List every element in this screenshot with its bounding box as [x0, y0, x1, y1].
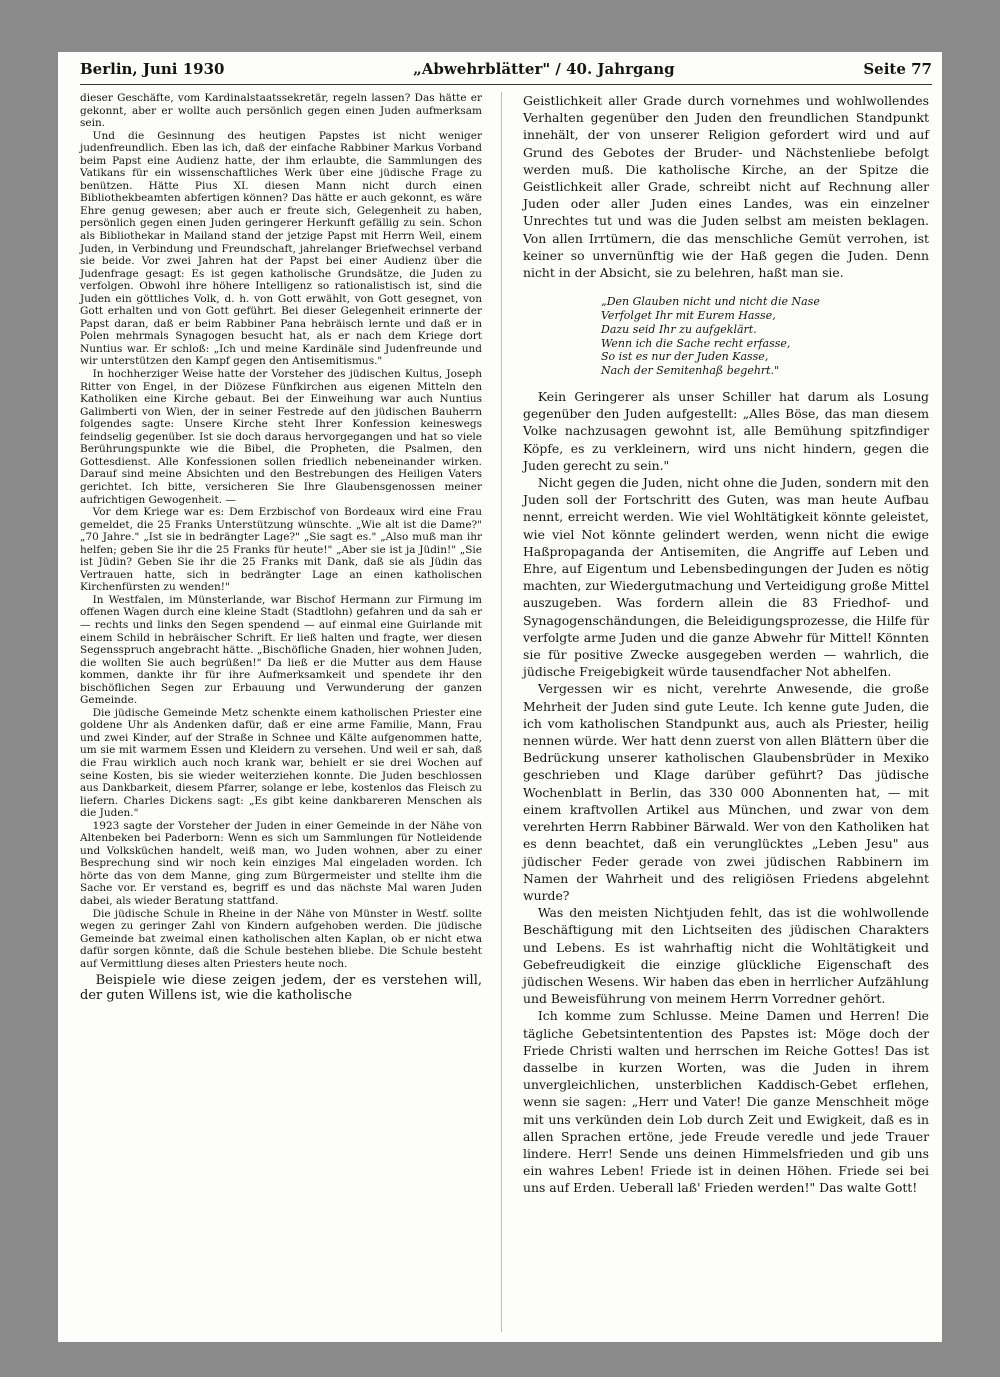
paragraph: Die jüdische Gemeinde Metz schenkte einem katholischen Priester eine goldene Uhr als Andenken dafür, daß er eine arme Familie, Mann, Frau und zwei Kinder, auf der Straße in Schnee und Kälte aufgenommen hatte, um sie mit warmem Essen und Kleidern zu versehen. Und weil er sah, daß die Frau wirklich auch noch krank war, behielt er sie drei Wochen auf seine Kosten, bis sie wieder weiterziehen konnte. Die Juden beschlossen aus Dankbarkeit, diesem Pfarrer, solange er lebe, kostenlos das Fleisch zu liefern. Charles Dickens sagt: „Es gibt keine dankbareren Menschen als die Juden." — [80, 706, 482, 820]
paragraph: 1923 sagte der Vorsteher der Juden in einer Gemeinde in der Nähe von Altenbeken bei Paderborn: Wenn es sich um Sammlungen für Notleidende und Volksküchen handelt, weiß man, wo Juden wohnen, aber zu einer Besprechung sind wir noch kein einziges Mal eingeladen worden. Ich hörte das von dem Manne, ging zum Bürgermeister und stellte ihm die Sache vor. Er verstand es, begriff es und das nächste Mal waren Juden dabei, als wieder Beratung stattfand. — [80, 819, 482, 907]
paragraph: Vor dem Kriege war es: Dem Erzbischof von Bordeaux wird eine Frau gemeldet, die 25 Franks Unterstützung wünschte. „Wie alt ist die Dame?" „70 Jahre." „Ist sie in bedrängter Lage?" „Sie sagt es." „Also muß man ihr helfen; geben Sie ihr die 25 Franks für heute!" „Aber sie ist ja Jüdin!" „Sie ist Jüdin? Geben Sie ihr die 25 Franks mit Dank, daß sie als Jüdin das Vertrauen hatte, sich in bedrängter Lage an einen katholischen Kirchenfürsten zu wenden!" — [80, 506, 482, 594]
paragraph: Beispiele wie diese zeigen jedem, der es verstehen will, der guten Willens ist, wie die katholische — [80, 973, 482, 1004]
right-column — [523, 92, 929, 1196]
paragraph: In Westfalen, im Münsterlande, war Bischof Hermann zur Firmung im offenen Wagen durch eine kleine Stadt (Stadtlohn) gefahren und da sah er — rechts und links den Segen spendend — auf einmal eine Guirlande mit einem Schild in hebräischer Schrift. Er ließ halten und fragte, wer diesen Segensspruch angebracht hätte. „Bischöfliche Gnaden, hier wohnen Juden, die wollten Sie auch begrüßen!" Da ließ er die Mutter aus dem Hause kommen, dankte ihr für ihre Aufmerksamkeit und spendete ihr den bischöflichen Segen zur Erbauung und Verwunderung der ganzen Gemeinde. — [80, 593, 482, 707]
poem-line: Wenn ich die Sache recht erfasse, — [601, 336, 791, 350]
poem-quote — [601, 295, 929, 378]
poem-line: Verfolget Ihr mit Eurem Hasse, — [601, 309, 776, 323]
header-page-number: Seite 77 — [863, 60, 932, 78]
header-publication: „Abwehrblätter" / 40. Jahrgang — [413, 60, 675, 78]
paragraph: Ich komme zum Schlusse. Meine Damen und Herren! Die tägliche Gebetsintentention des Papstes ist: Möge doch der Friede Christi walten und herrschen im Reiche Gottes! Das ist dasselbe in kurzen Worten, was die Juden in ihrem unvergleichlichen, unsterblichen Kaddisch-Gebet erflehen, wenn sie sagen: „Herr und Vater! Die ganze Menschheit möge mit uns verkünden dein Lob durch Zeit und Ewigkeit, daß es in allen Sprachen ertöne, jede Freude veredle und jede Trauer lindere. Herr! Sende uns deinen Himmelsfrieden und gib uns ein wahres Leben! Friede ist in deinen Höhen. Friede sei bei uns auf Erden. Ueberall laß' Frieden werden!" Das walte Gott! — [523, 1008, 929, 1196]
left-column — [80, 92, 482, 1337]
paragraph: Und die Gesinnung des heutigen Papstes ist nicht weniger judenfreundlich. Eben las ich, daß der einfache Rabbiner Markus Vorband beim Papst eine Audienz hatte, der ihm erlaubte, die Sammlungen des Vatikans für ein wissenschaftliches Werk über eine jüdische Frage zu benützen. Hätte Pius XI. diesen Mann nicht durch einen Bibliothekbeamten abfertigen können? Das hätte er auch gekonnt, es wäre Ehre genug gewesen; aber auch er freute sich, Gelegenheit zu haben, persönlich gegen einen Juden geringerer Herkunft gefällig zu sein. Schon als Bibliothekar in Mailand stand der jetzige Papst mit Herrn Weil, einem Juden, in Verbindung und Freundschaft, jahrelanger Briefwechsel verband sie beide. Vor zwei Jahren hat der Papst bei einer Audienz über die Judenfrage gesagt: Es ist gegen katholische Grundsätze, die Juden zu verfolgen. Obwohl ihre höhere Intelligenz so rationalistisch ist, sind die Juden ein göttliches Volk, d. h. von Gott erwählt, von Gott gesegnet, von Gott erhalten und von Gott geführt. Bei dieser Gelegenheit erinnerte der Papst daran, daß er beim Rabbiner Pana hebräisch lernte und daß er in Polen mehrmals Synagogen besucht hat, als er nach dem Kriege dort Nuntius war. Er schloß: „Ich und meine Kardinäle sind Judenfreunde und wir unterstützen den Kampf gegen den Antisemitismus." — [80, 129, 482, 368]
newspaper-page — [58, 52, 942, 1342]
paragraph: Die jüdische Schule in Rheine in der Nähe von Münster in Westf. sollte wegen zu geringer Zahl von Kindern aufgehoben werden. Die jüdische Gemeinde bat zweimal einen katholischen alten Kaplan, ob er nicht etwa dafür sorgen könnte, daß die Schule bestehen bliebe. Die Schule besteht auf Vermittlung dieses alten Priesters heute noch. — [80, 907, 482, 970]
paragraph: dieser Geschäfte, vom Kardinalstaatssekretär, regeln lassen? Das hätte er gekonnt, aber er wollte auch persönlich gegen einen Juden aufmerksam sein. — [80, 92, 482, 130]
paragraph: Vergessen wir es nicht, verehrte Anwesende, die große Mehrheit der Juden sind gute Leute. Ich kenne gute Juden, die ich vom katholischen Standpunkt aus, auch als Priester, heilig nennen würde. Wer hatt denn zuerst von allen Blättern über die Bedrückung unserer katholischen Glaubensbrüder in Mexiko geschrieben und Klage darüber geführt? Das jüdische Wochenblatt in Berlin, das 330 000 Abonnenten hat, — mit einem kraftvollen Artikel aus München, und zwar von dem verehrten Herrn Rabbiner Bärwald. Wer von den Katholiken hat es denn beachtet, daß ein verunglücktes „Leben Jesu" aus jüdischer Feder gerade von zwei jüdischen Rabbinern im Namen der Wahrheit und des religiösen Friedens abgelehnt wurde? — [523, 681, 929, 903]
poem-line: So ist es nur der Juden Kasse, — [601, 350, 769, 364]
column-divider — [501, 92, 502, 1332]
poem-line: Dazu seid Ihr zu aufgeklärt. — [601, 322, 757, 336]
paragraph: In hochherziger Weise hatte der Vorsteher des jüdischen Kultus, Joseph Ritter von Engel, in der Diözese Fünfkirchen aus eigenen Mitteln den Katholiken eine Kirche gebaut. Bei der Einweihung war auch Nuntius Galimberti von Wien, der in seiner Festrede auf den jüdischen Bauherrn folgendes sagte: Unsere Kirche steht Ihrer Konfession keineswegs feindselig gegenüber. Ist sie doch daraus hervorgegangen und hat so viele Berührungspunkte wie die Bibel, die Propheten, die Psalmen, den Gottesdienst. Alle Konfessionen sollen friedlich nebeneinander wirken. Darauf sind meine Absichten und den Bestrebungen des Heiligen Vaters gerichtet. Ich bitte, versicheren Sie Ihre Glaubensgenossen meiner aufrichtigen Gewogenheit. — — [80, 368, 482, 506]
paragraph: Kein Geringerer als unser Schiller hat darum als Losung gegenüber den Juden aufgestellt: „Alles Böse, das man diesem Volke nachzusagen gewohnt ist, alle Bemühung spitzfindiger Köpfe, es zu verkleinern, wird uns nicht hindern, gegen die Juden gerecht zu sein." — [523, 389, 929, 473]
page-header — [80, 60, 932, 85]
paragraph: Was den meisten Nichtjuden fehlt, das ist die wohlwollende Beschäftigung mit den Lichtseiten des jüdischen Charakters und Lebens. Es ist wahrhaftig nicht die Wohltätigkeit und Gebefreudigkeit die einzige glückliche Eigenschaft des jüdischen Wesens. Wir haben das eben in herrlicher Aufzählung und Beweisführung von meinem Herrn Vorredner gehört. — [523, 905, 929, 1007]
poem-line: Nach der Semitenhaß begehrt." — [601, 364, 780, 378]
paragraph: Nicht gegen die Juden, nicht ohne die Juden, sondern mit den Juden soll der Fortschritt des Guten, was man heute Aufbau nennt, erreicht werden. Wie viel Wohltätigkeit könnte geleistet, wie viel Not könnte gelindert werden, wenn nicht die ewige Haßpropaganda der Antisemiten, die Angriffe auf Leben und Ehre, auf Eigentum und Lebensbedingungen der Juden es nötig machten, zur Wiedergutmachung und Verteidigung große Mittel auszugeben. Was fordern allein die 83 Friedhof- und Synagogenschändungen, die Beleidigungsprozesse, die Hilfe für verfolgte arme Juden und die ganze Abwehr für Mittel! Könnten sie für positive Zwecke ausgegeben werden — wahrlich, die jüdische Freigebigkeit würde tausendfacher Not abhelfen. — [523, 475, 929, 680]
poem-line: „Den Glauben nicht und nicht die Nase — [601, 295, 820, 309]
header-place-date: Berlin, Juni 1930 — [80, 60, 225, 78]
paragraph: Geistlichkeit aller Grade durch vornehmes und wohlwollendes Verhalten gegenüber den Juden den freundlichen Standpunkt innehält, der von unserer Religion gefordert wird und auf Grund des Gebotes der Bruder- und Nächstenliebe befolgt werden muß. Die katholische Kirche, an der Spitze die Geistlichkeit aller Grade, schreibt nicht auf Rechnung aller Juden oder aller Juden eines Landes, was ein einzelner Unrechtes tut und was die Juden selbst am meisten beklagen. Von allen Irrtümern, die das menschliche Gemüt verrohen, ist keiner so unvernünftig wie der Haß gegen die Juden. Denn nicht in der Absicht, sie zu belehren, haßt man sie. — [523, 93, 929, 281]
